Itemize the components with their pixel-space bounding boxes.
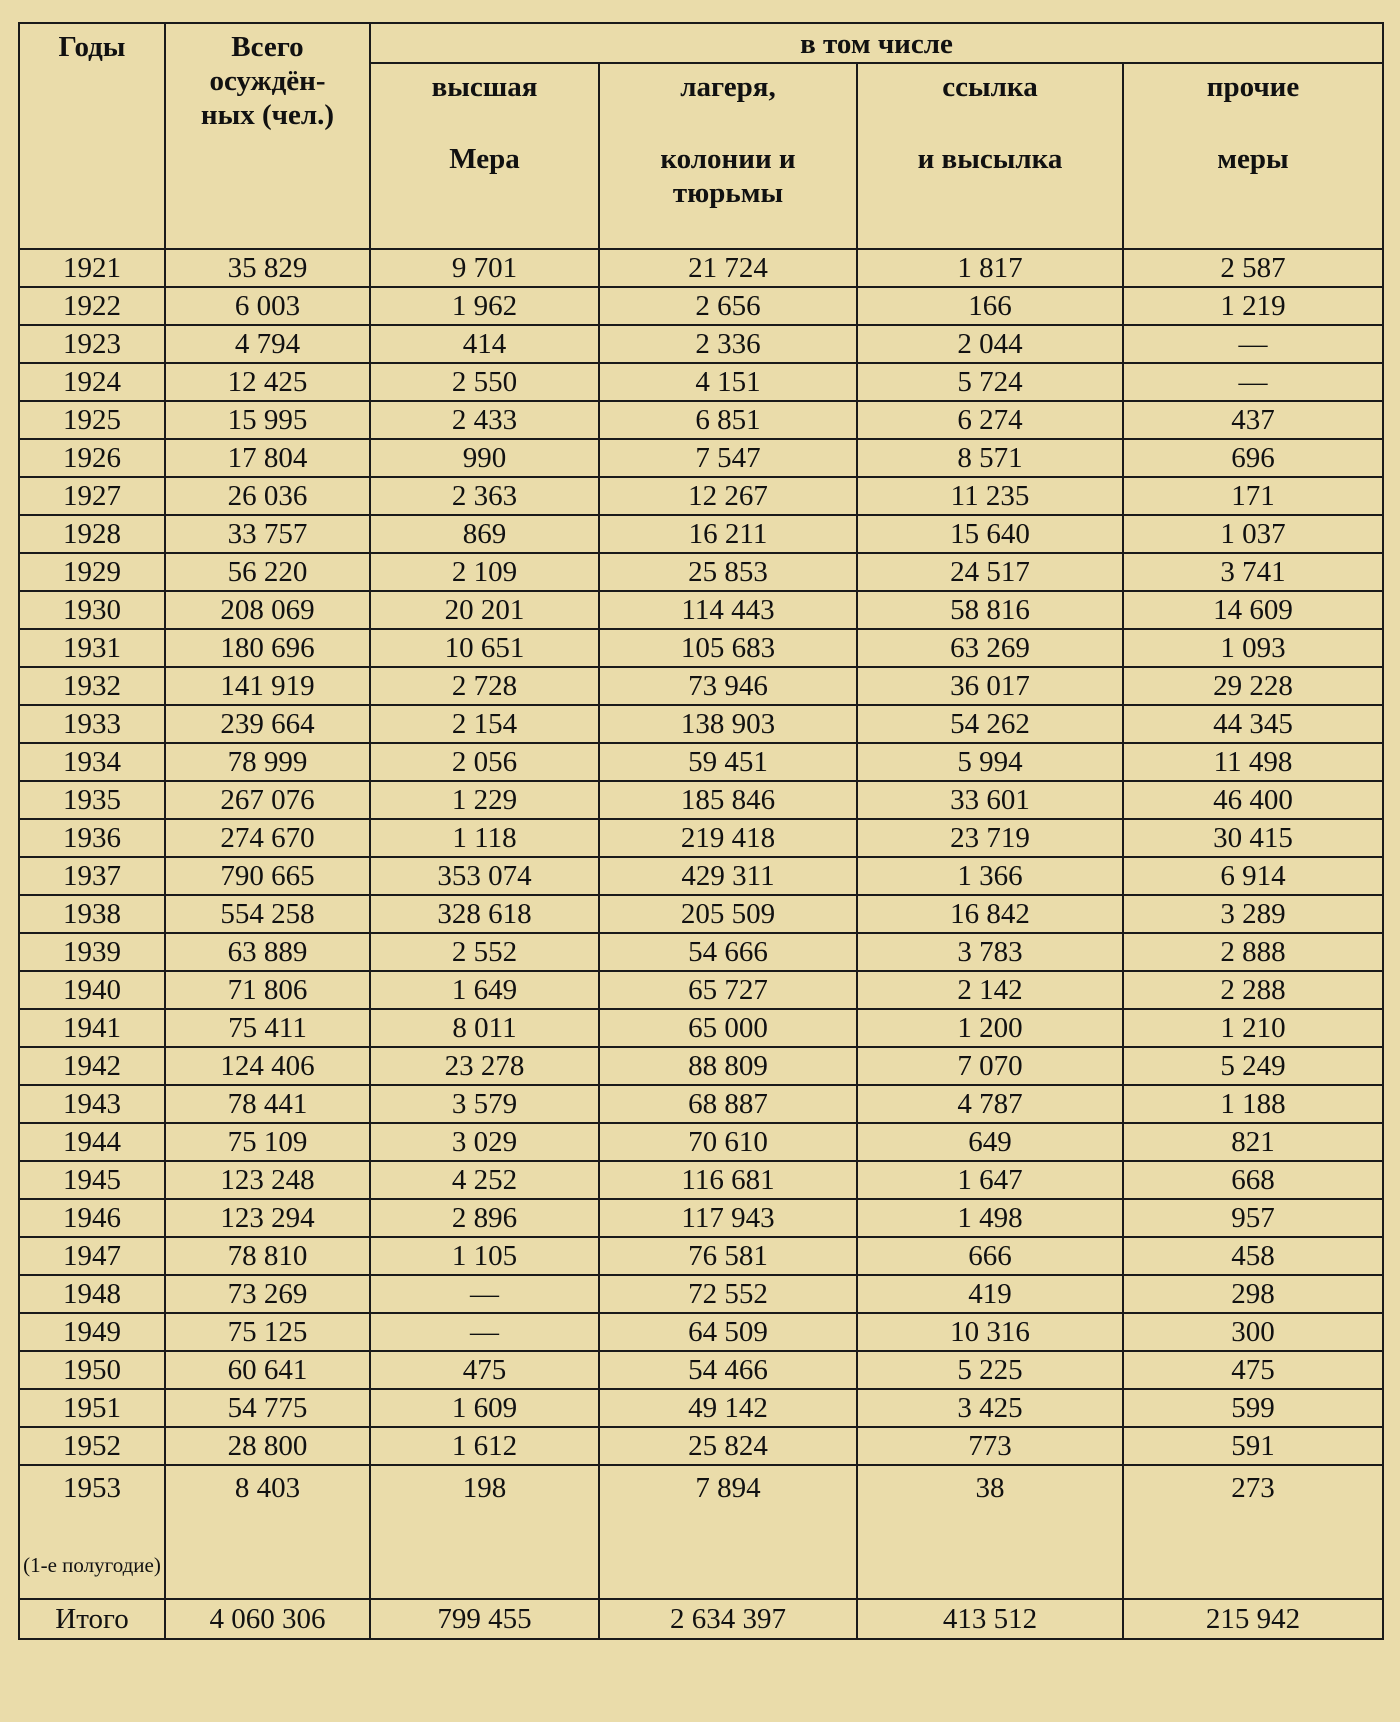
year-cell (19, 1465, 165, 1599)
header-camps (599, 63, 857, 249)
exile-cell: 1 647 (857, 1161, 1123, 1199)
year-cell: 1927 (19, 477, 165, 515)
camps-cell: 21 724 (599, 249, 857, 287)
total-cell: 56 220 (165, 553, 370, 591)
table-row (19, 819, 1383, 857)
capital-cell: 353 074 (370, 857, 599, 895)
exile-cell: 7 070 (857, 1047, 1123, 1085)
year-cell: 1946 (19, 1199, 165, 1237)
table-row (19, 667, 1383, 705)
total-cell: 75 109 (165, 1123, 370, 1161)
table-row (19, 629, 1383, 667)
other-cell: 14 609 (1123, 591, 1383, 629)
exile-cell: 1 366 (857, 857, 1123, 895)
total-cell: 35 829 (165, 249, 370, 287)
exile-cell: 54 262 (857, 705, 1123, 743)
capital-cell: 475 (370, 1351, 599, 1389)
header-years: Годы (19, 23, 165, 249)
camps-cell: 68 887 (599, 1085, 857, 1123)
exile-cell: 1 200 (857, 1009, 1123, 1047)
camps-cell: 25 853 (599, 553, 857, 591)
total-cell: 790 665 (165, 857, 370, 895)
year-cell: 1947 (19, 1237, 165, 1275)
table-row (19, 1047, 1383, 1085)
capital-cell: 2 550 (370, 363, 599, 401)
camps-cell: 72 552 (599, 1275, 857, 1313)
exile-cell: 3 425 (857, 1389, 1123, 1427)
year-cell: 1950 (19, 1351, 165, 1389)
other-cell: 11 498 (1123, 743, 1383, 781)
capital-cell: 2 896 (370, 1199, 599, 1237)
camps-cell: 219 418 (599, 819, 857, 857)
exile-cell: 3 783 (857, 933, 1123, 971)
exile-cell: 773 (857, 1427, 1123, 1465)
exile-cell: 38 (857, 1465, 1123, 1599)
exile-cell: 8 571 (857, 439, 1123, 477)
camps-cell: 117 943 (599, 1199, 857, 1237)
total-cell: 73 269 (165, 1275, 370, 1313)
grand-exile-cell: 413 512 (857, 1599, 1123, 1639)
camps-cell: 59 451 (599, 743, 857, 781)
other-cell: 273 (1123, 1465, 1383, 1599)
header-total (165, 23, 370, 249)
other-cell: 3 741 (1123, 553, 1383, 591)
exile-cell: 4 787 (857, 1085, 1123, 1123)
other-cell: 668 (1123, 1161, 1383, 1199)
other-cell: 2 587 (1123, 249, 1383, 287)
year-cell: 1949 (19, 1313, 165, 1351)
exile-cell: 5 225 (857, 1351, 1123, 1389)
capital-cell: 2 154 (370, 705, 599, 743)
grand-camps-cell: 2 634 397 (599, 1599, 857, 1639)
table-row (19, 743, 1383, 781)
total-cell: 78 999 (165, 743, 370, 781)
camps-cell: 205 509 (599, 895, 857, 933)
exile-cell: 1 498 (857, 1199, 1123, 1237)
other-cell: 29 228 (1123, 667, 1383, 705)
year-cell: 1933 (19, 705, 165, 743)
total-cell: 78 810 (165, 1237, 370, 1275)
other-cell: 44 345 (1123, 705, 1383, 743)
total-cell: 267 076 (165, 781, 370, 819)
year-cell: 1924 (19, 363, 165, 401)
grand-total-cell: 4 060 306 (165, 1599, 370, 1639)
capital-cell: 328 618 (370, 895, 599, 933)
other-cell: 30 415 (1123, 819, 1383, 857)
header-capital (370, 63, 599, 249)
capital-cell: 3 029 (370, 1123, 599, 1161)
camps-cell: 2 336 (599, 325, 857, 363)
camps-cell: 4 151 (599, 363, 857, 401)
header-capital-line2: Мера (449, 143, 520, 175)
total-cell: 141 919 (165, 667, 370, 705)
exile-cell: 5 994 (857, 743, 1123, 781)
year-cell: 1944 (19, 1123, 165, 1161)
header-exile (857, 63, 1123, 249)
header-total-label: Всего осуждён-ных (чел.) (200, 31, 335, 131)
total-cell: 28 800 (165, 1427, 370, 1465)
exile-cell: 63 269 (857, 629, 1123, 667)
table-row (19, 1085, 1383, 1123)
header-group: в том числе (370, 23, 1383, 63)
table-row (19, 1123, 1383, 1161)
total-cell: 78 441 (165, 1085, 370, 1123)
exile-cell: 11 235 (857, 477, 1123, 515)
total-cell: 208 069 (165, 591, 370, 629)
header-other-line2: меры (1217, 143, 1289, 175)
table-row (19, 1351, 1383, 1389)
header-exile-line1: ссылка (942, 71, 1038, 103)
capital-cell: 2 552 (370, 933, 599, 971)
camps-cell: 12 267 (599, 477, 857, 515)
total-cell: 8 403 (165, 1465, 370, 1599)
year-cell: 1921 (19, 249, 165, 287)
table-row (19, 1389, 1383, 1427)
camps-cell: 105 683 (599, 629, 857, 667)
table-row (19, 1313, 1383, 1351)
year-cell: 1928 (19, 515, 165, 553)
table-row (19, 287, 1383, 325)
year-cell: 1940 (19, 971, 165, 1009)
other-cell: 298 (1123, 1275, 1383, 1313)
year-cell: 1939 (19, 933, 165, 971)
capital-cell: 10 651 (370, 629, 599, 667)
exile-cell: 5 724 (857, 363, 1123, 401)
capital-cell: 1 649 (370, 971, 599, 1009)
total-label: Итого (19, 1599, 165, 1639)
year-cell: 1922 (19, 287, 165, 325)
table-row (19, 1161, 1383, 1199)
other-cell: 475 (1123, 1351, 1383, 1389)
table-row-1953 (19, 1465, 1383, 1599)
year-cell: 1932 (19, 667, 165, 705)
other-cell: — (1123, 363, 1383, 401)
header-camps-line1: лагеря, (680, 71, 776, 103)
year-cell: 1945 (19, 1161, 165, 1199)
capital-cell: 9 701 (370, 249, 599, 287)
table-row (19, 477, 1383, 515)
camps-cell: 70 610 (599, 1123, 857, 1161)
total-cell: 71 806 (165, 971, 370, 1009)
year-cell: 1923 (19, 325, 165, 363)
table-body (19, 249, 1383, 1465)
capital-cell: 2 056 (370, 743, 599, 781)
year-cell: 1930 (19, 591, 165, 629)
table-row (19, 971, 1383, 1009)
table-row (19, 553, 1383, 591)
other-cell: 437 (1123, 401, 1383, 439)
total-cell: 180 696 (165, 629, 370, 667)
year-cell: 1951 (19, 1389, 165, 1427)
other-cell: — (1123, 325, 1383, 363)
exile-cell: 419 (857, 1275, 1123, 1313)
camps-cell: 2 656 (599, 287, 857, 325)
total-cell: 124 406 (165, 1047, 370, 1085)
exile-cell: 1 817 (857, 249, 1123, 287)
camps-cell: 6 851 (599, 401, 857, 439)
capital-cell: 2 433 (370, 401, 599, 439)
capital-cell: 2 728 (370, 667, 599, 705)
total-cell: 60 641 (165, 1351, 370, 1389)
other-cell: 300 (1123, 1313, 1383, 1351)
year-cell: 1929 (19, 553, 165, 591)
camps-cell: 65 000 (599, 1009, 857, 1047)
total-cell: 63 889 (165, 933, 370, 971)
capital-cell: 3 579 (370, 1085, 599, 1123)
total-cell: 15 995 (165, 401, 370, 439)
table-row (19, 325, 1383, 363)
camps-cell: 76 581 (599, 1237, 857, 1275)
capital-cell: 23 278 (370, 1047, 599, 1085)
year-cell: 1941 (19, 1009, 165, 1047)
total-cell: 75 411 (165, 1009, 370, 1047)
header-camps-line2: колонии и тюрьмы (660, 143, 796, 209)
table-row (19, 781, 1383, 819)
year-1953: 1953 (63, 1472, 121, 1504)
camps-cell: 116 681 (599, 1161, 857, 1199)
header-other (1123, 63, 1383, 249)
exile-cell: 666 (857, 1237, 1123, 1275)
exile-cell: 2 044 (857, 325, 1123, 363)
camps-cell: 88 809 (599, 1047, 857, 1085)
camps-cell: 54 666 (599, 933, 857, 971)
half-year-note: (1-е полугодие) (23, 1553, 161, 1577)
total-cell: 554 258 (165, 895, 370, 933)
total-cell: 123 294 (165, 1199, 370, 1237)
other-cell: 458 (1123, 1237, 1383, 1275)
table-row (19, 439, 1383, 477)
table-row (19, 895, 1383, 933)
capital-cell: 1 105 (370, 1237, 599, 1275)
header-exile-line2: и высылка (917, 143, 1063, 175)
capital-cell: 4 252 (370, 1161, 599, 1199)
year-cell: 1925 (19, 401, 165, 439)
year-cell: 1926 (19, 439, 165, 477)
year-cell: 1934 (19, 743, 165, 781)
table-row (19, 401, 1383, 439)
capital-cell: 20 201 (370, 591, 599, 629)
total-cell: 123 248 (165, 1161, 370, 1199)
year-cell: 1937 (19, 857, 165, 895)
grand-other-cell: 215 942 (1123, 1599, 1383, 1639)
table-row (19, 591, 1383, 629)
camps-cell: 49 142 (599, 1389, 857, 1427)
year-cell: 1938 (19, 895, 165, 933)
exile-cell: 36 017 (857, 667, 1123, 705)
capital-cell: 2 109 (370, 553, 599, 591)
camps-cell: 25 824 (599, 1427, 857, 1465)
other-cell: 2 888 (1123, 933, 1383, 971)
exile-cell: 649 (857, 1123, 1123, 1161)
total-cell: 12 425 (165, 363, 370, 401)
table-row (19, 705, 1383, 743)
capital-cell: 1 609 (370, 1389, 599, 1427)
total-cell: 54 775 (165, 1389, 370, 1427)
sentences-table (18, 22, 1384, 1640)
table-row (19, 1199, 1383, 1237)
table-row (19, 857, 1383, 895)
capital-cell: 1 612 (370, 1427, 599, 1465)
total-cell: 274 670 (165, 819, 370, 857)
other-cell: 957 (1123, 1199, 1383, 1237)
other-cell: 171 (1123, 477, 1383, 515)
table-footer (19, 1465, 1383, 1639)
other-cell: 1 037 (1123, 515, 1383, 553)
other-cell: 1 093 (1123, 629, 1383, 667)
other-cell: 599 (1123, 1389, 1383, 1427)
capital-cell: — (370, 1313, 599, 1351)
year-cell: 1935 (19, 781, 165, 819)
year-cell: 1942 (19, 1047, 165, 1085)
year-cell: 1936 (19, 819, 165, 857)
year-cell: 1931 (19, 629, 165, 667)
camps-cell: 114 443 (599, 591, 857, 629)
exile-cell: 166 (857, 287, 1123, 325)
year-cell: 1943 (19, 1085, 165, 1123)
total-cell: 33 757 (165, 515, 370, 553)
camps-cell: 73 946 (599, 667, 857, 705)
exile-cell: 24 517 (857, 553, 1123, 591)
header-capital-line1: высшая (431, 71, 538, 103)
camps-cell: 64 509 (599, 1313, 857, 1351)
capital-cell: 2 363 (370, 477, 599, 515)
other-cell: 1 188 (1123, 1085, 1383, 1123)
exile-cell: 33 601 (857, 781, 1123, 819)
exile-cell: 16 842 (857, 895, 1123, 933)
other-cell: 3 289 (1123, 895, 1383, 933)
other-cell: 46 400 (1123, 781, 1383, 819)
table-row (19, 1009, 1383, 1047)
capital-cell: — (370, 1275, 599, 1313)
camps-cell: 54 466 (599, 1351, 857, 1389)
grand-capital-cell: 799 455 (370, 1599, 599, 1639)
other-cell: 1 219 (1123, 287, 1383, 325)
capital-cell: 414 (370, 325, 599, 363)
total-cell: 239 664 (165, 705, 370, 743)
table-row (19, 515, 1383, 553)
total-cell: 75 125 (165, 1313, 370, 1351)
exile-cell: 58 816 (857, 591, 1123, 629)
other-cell: 696 (1123, 439, 1383, 477)
total-cell: 26 036 (165, 477, 370, 515)
exile-cell: 6 274 (857, 401, 1123, 439)
capital-cell: 869 (370, 515, 599, 553)
capital-cell: 198 (370, 1465, 599, 1599)
camps-cell: 16 211 (599, 515, 857, 553)
camps-cell: 7 894 (599, 1465, 857, 1599)
header-other-line1: прочие (1206, 71, 1300, 103)
exile-cell: 23 719 (857, 819, 1123, 857)
capital-cell: 1 229 (370, 781, 599, 819)
table-row (19, 249, 1383, 287)
table-row (19, 933, 1383, 971)
table-row-total (19, 1599, 1383, 1639)
camps-cell: 429 311 (599, 857, 857, 895)
capital-cell: 1 118 (370, 819, 599, 857)
exile-cell: 15 640 (857, 515, 1123, 553)
capital-cell: 8 011 (370, 1009, 599, 1047)
camps-cell: 138 903 (599, 705, 857, 743)
table-row (19, 1427, 1383, 1465)
exile-cell: 10 316 (857, 1313, 1123, 1351)
camps-cell: 185 846 (599, 781, 857, 819)
capital-cell: 1 962 (370, 287, 599, 325)
other-cell: 5 249 (1123, 1047, 1383, 1085)
camps-cell: 65 727 (599, 971, 857, 1009)
total-cell: 6 003 (165, 287, 370, 325)
other-cell: 821 (1123, 1123, 1383, 1161)
other-cell: 591 (1123, 1427, 1383, 1465)
other-cell: 6 914 (1123, 857, 1383, 895)
year-cell: 1952 (19, 1427, 165, 1465)
year-cell: 1948 (19, 1275, 165, 1313)
exile-cell: 2 142 (857, 971, 1123, 1009)
capital-cell: 990 (370, 439, 599, 477)
other-cell: 2 288 (1123, 971, 1383, 1009)
total-cell: 17 804 (165, 439, 370, 477)
table-row (19, 1275, 1383, 1313)
total-cell: 4 794 (165, 325, 370, 363)
camps-cell: 7 547 (599, 439, 857, 477)
other-cell: 1 210 (1123, 1009, 1383, 1047)
table-row (19, 363, 1383, 401)
table-row (19, 1237, 1383, 1275)
